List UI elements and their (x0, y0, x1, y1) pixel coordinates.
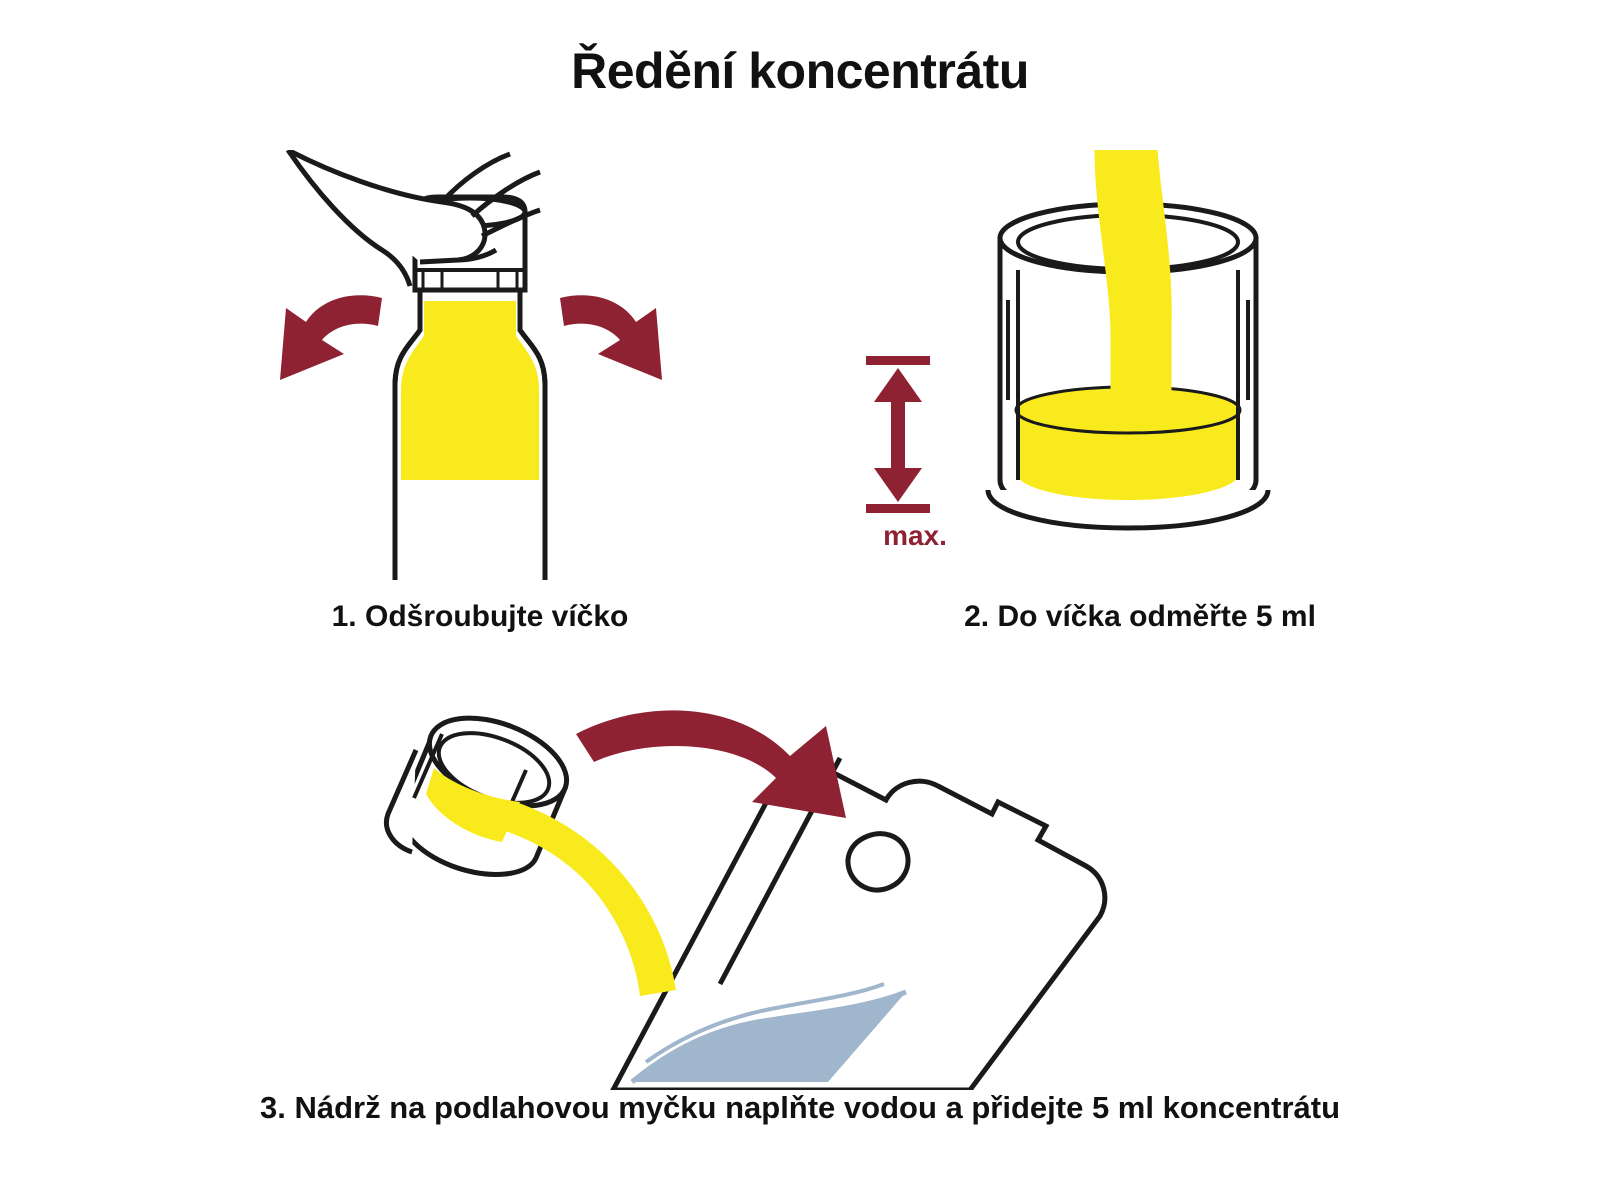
rotate-right-arrow-icon (560, 295, 662, 380)
step-1 (210, 150, 750, 670)
max-level-arrow-icon (866, 356, 930, 513)
step-3-caption: 3. Nádrž na podlahovou myčku naplňte vodou a přidejte 5 ml koncentrátu (259, 1090, 1341, 1125)
step-1-caption: 1. Odšroubujte víčko (331, 600, 629, 633)
max-label: max. (883, 520, 947, 551)
unscrew-cap-illustration (210, 150, 750, 580)
fill-cap-illustration (860, 150, 1420, 580)
step-2-caption: 2. Do víčka odměřte 5 ml (964, 600, 1316, 633)
pour-arrow-icon (576, 710, 846, 818)
rotate-left-arrow-icon (280, 295, 382, 380)
pour-into-tank-illustration (180, 690, 1420, 1090)
page-title: Ředění koncentrátu (571, 43, 1029, 99)
step-3 (180, 690, 1420, 1160)
tank-icon (613, 758, 1105, 1090)
step-2 (860, 150, 1420, 670)
